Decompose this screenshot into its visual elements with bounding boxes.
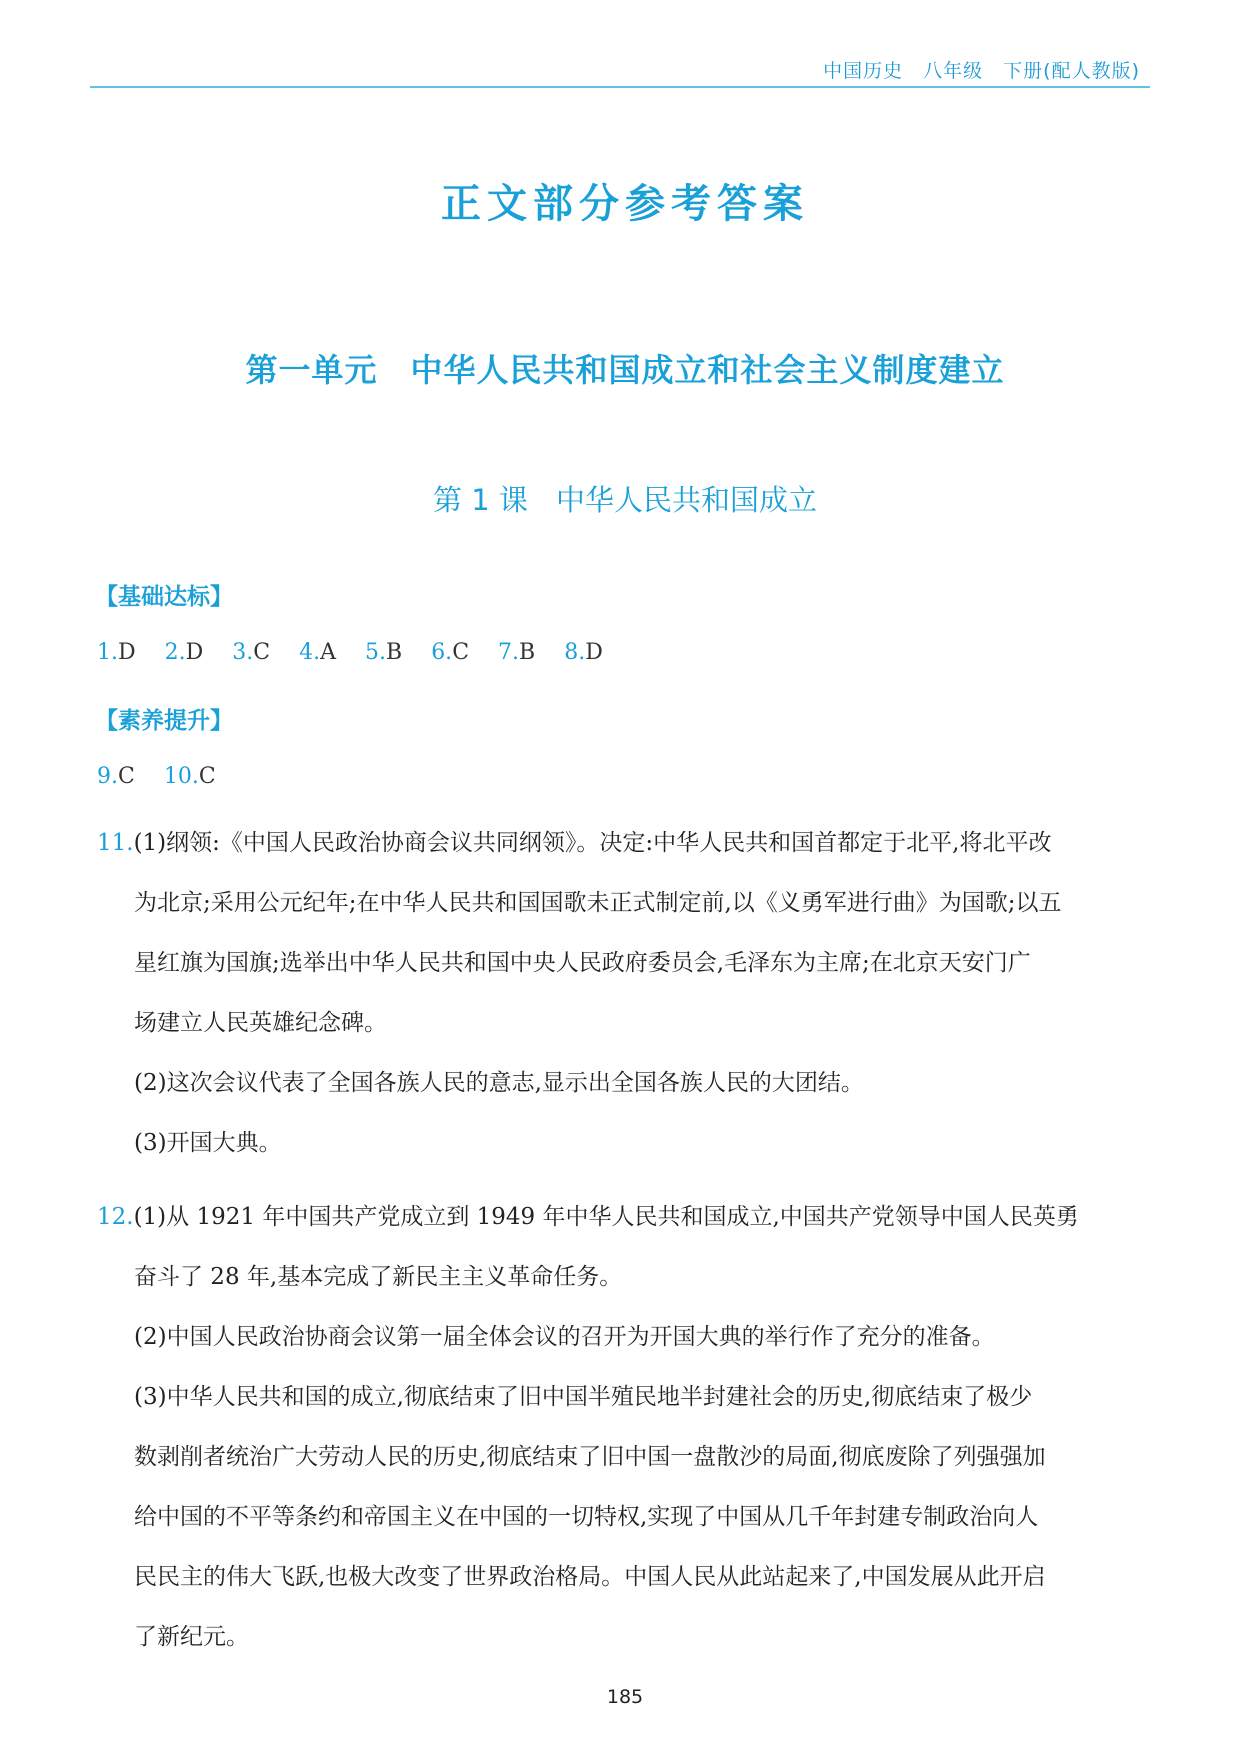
answer-line: 给中国的不平等条约和帝国主义在中国的一切特权,实现了中国从几千年封建专制政治向人 (134, 1504, 1039, 1530)
answer-line: (3)中华人民共和国的成立,彻底结束了旧中国半殖民地半封建社会的历史,彻底结束了极少 (134, 1384, 1033, 1410)
header-text (803, 56, 1140, 83)
header-edition: 下册(配人教版) (1003, 60, 1140, 82)
answer-item: 9.C (97, 764, 135, 789)
answer-line: 场建立人民英雄纪念碑。 (134, 1010, 387, 1036)
section-heading-improve: 【素养提升】 (95, 708, 233, 734)
answer-line: 数剥削者统治广大劳动人民的历史,彻底结束了旧中国一盘散沙的局面,彻底废除了列强强加 (134, 1444, 1046, 1470)
question-number: 11. (97, 830, 134, 856)
answer-item: 1.D (97, 640, 136, 665)
unit-title: 第一单元 中华人民共和国成立和社会主义制度建立 (245, 351, 1005, 389)
answer-item: 3.C (232, 640, 271, 665)
basic-answers (97, 640, 625, 665)
page-header (90, 50, 1150, 88)
answer-line: 了新纪元。 (134, 1624, 249, 1650)
lesson-title (0, 478, 1250, 519)
answer-line: (3)开国大典。 (134, 1130, 282, 1156)
answer-line: 为北京;采用公元纪年;在中华人民共和国国歌未正式制定前,以《义勇军进行曲》为国歌;以五 (134, 890, 1062, 916)
page-number: 185 (606, 1686, 644, 1708)
answer-line: 奋斗了 28 年,基本完成了新民主主义革命任务。 (134, 1264, 623, 1290)
answer-line: 星红旗为国旗;选举出中华人民共和国中央人民政府委员会,毛泽东为主席;在北京天安门广 (134, 950, 1031, 976)
lesson-name: 中华人民共和国成立 (555, 483, 817, 517)
question-12 (97, 1187, 1157, 1667)
lesson-number: 第 1 课 (433, 483, 528, 517)
answer-line: 12.(1)从 1921 年中国共产党成立到 1949 年中华人民共和国成立,中国共产党领导中国人民英勇 (97, 1204, 1079, 1230)
answer-item: 10.C (163, 764, 216, 789)
header-subject: 中国历史 (823, 60, 904, 82)
improve-answers (97, 764, 238, 789)
answer-item: 7.B (498, 640, 536, 665)
answer-item: 6.C (431, 640, 470, 665)
answer-line: (2)中国人民政治协商会议第一届全体会议的召开为开国大典的举行作了充分的准备。 (134, 1324, 995, 1350)
answer-item: 4.A (299, 640, 337, 665)
answer-line: 11.(1)纲领:《中国人民政治协商会议共同纲领》。决定:中华人民共和国首都定于北平,将北平改 (97, 830, 1052, 856)
answer-line: 民民主的伟大飞跃,也极大改变了世界政治格局。中国人民从此站起来了,中国发展从此开启 (134, 1564, 1046, 1590)
answer-item: 5.B (365, 640, 403, 665)
header-grade: 八年级 (923, 60, 984, 82)
main-title: 正文部分参考答案 (441, 181, 809, 227)
answer-item: 8.D (564, 640, 603, 665)
section-heading-basic: 【基础达标】 (95, 584, 233, 610)
answer-line: (2)这次会议代表了全国各族人民的意志,显示出全国各族人民的大团结。 (134, 1070, 864, 1096)
question-11 (97, 813, 1157, 1173)
answer-item: 2.D (164, 640, 204, 665)
question-number: 12. (97, 1204, 134, 1230)
